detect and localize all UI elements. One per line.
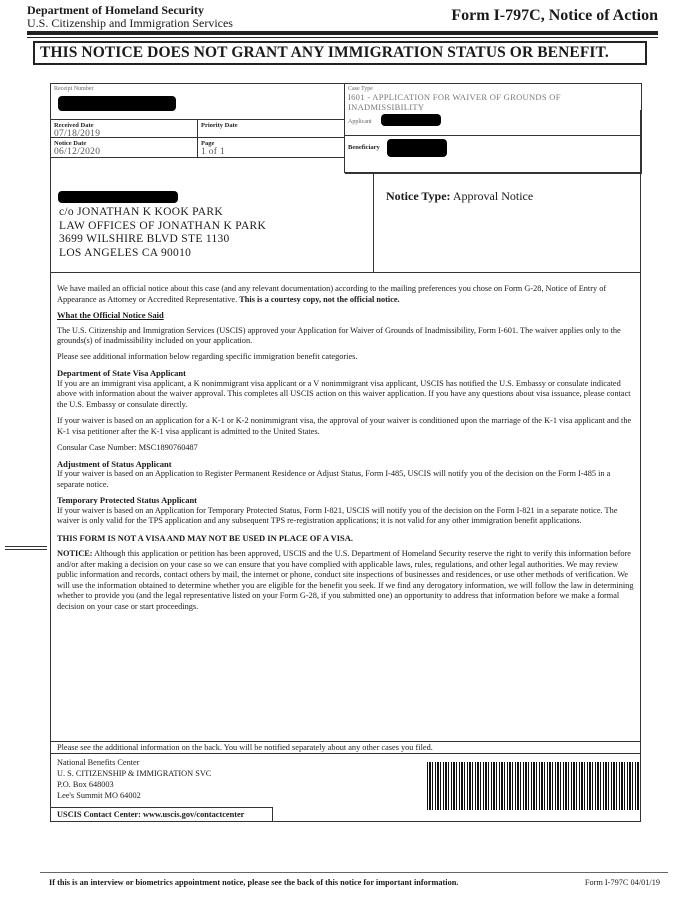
agency-name: Department of Homeland Security	[27, 3, 204, 17]
footer-note: If this is an interview or biometrics appointment notice, please see the back of this notice for important information.	[49, 878, 459, 887]
margin-tick	[5, 546, 47, 547]
address-line3: 3699 WILSHIRE BLVD STE 1130	[59, 233, 230, 245]
notice-date-label: Notice Date	[54, 140, 87, 147]
contact-center: USCIS Contact Center: www.uscis.gov/contactcenter	[57, 810, 245, 819]
dos-paragraph: If you are an immigrant visa applicant, a K nonimmigrant visa applicant or a V nonimmigrant visa applicant, USCIS has notified the U.S. Embassy or consulate indicated above with information about the waiver approval. This completes all USCIS action on this waiver application. If you have any questions about visa issuance, please contact the U.S. Embassy or consulate directly.	[57, 378, 631, 409]
notice-paragraph	[57, 549, 635, 612]
status-banner: THIS NOTICE DOES NOT GRANT ANY IMMIGRATION STATUS OR BENEFIT.	[33, 41, 647, 65]
notice-date-value: 06/12/2020	[54, 147, 101, 157]
barcode	[427, 762, 639, 810]
page-cell	[198, 138, 345, 158]
receipt-number-cell	[51, 84, 345, 120]
dos-heading: Department of State Visa Applicant	[57, 368, 186, 378]
case-type-value: I601 - APPLICATION FOR WAIVER OF GROUNDS OF INADMISSIBILITY	[348, 92, 561, 112]
priority-date-cell	[198, 120, 345, 138]
intro-text: We have mailed an official notice about this case (and any relevant documentation) according to the mailing preferences you chose on Form G-28, Notice of Entry of Appearance as Attorney or Accredited Representative.	[57, 284, 607, 304]
page-value: 1 of 1	[201, 147, 225, 157]
receipt-number-label: Receipt Number	[54, 86, 94, 92]
return-address-line3: P.O. Box 648003	[57, 780, 114, 789]
agency-subname: U.S. Citizenship and Immigration Services	[27, 16, 233, 30]
notice-text: Although this application or petition has been approved, USCIS and the U.S. Department of Homeland Security reserve the right to verify this information before and/or after making a decision on your case so we can ensure that you have complied with applicable laws, rules, regulations, and other legal authorities. We may review public information and records, contact others by mail, the internet or phone, conduct site inspections of businesses and residences, or use other methods of verification. We will use the information obtained to determine whether you are eligible for the benefit you seek. If we find any derogatory information, we will follow the law in determining whether to provide you (and the legal representative listed on your Form G-28, if you submitted one) an opportunity to address that information before we make a formal decision on your case or start proceedings.	[57, 549, 634, 611]
contact-divider	[51, 807, 273, 808]
case-type-label: Case Type	[348, 86, 373, 92]
return-address-line4: Lee's Summit MO 64002	[57, 791, 141, 800]
back-note-box	[50, 741, 641, 754]
address-line2: LAW OFFICES OF JONATHAN K PARK	[59, 219, 267, 232]
intro-bold: This is a courtesy copy, not the official notice.	[239, 294, 400, 304]
notice-label: NOTICE:	[57, 549, 93, 558]
section-heading: What the Official Notice Said	[57, 310, 164, 320]
approval-paragraph: The U.S. Citizenship and Immigration Services (USCIS) approved your Application for Waiver of Grounds of Inadmissibility, Form I-601. The waiver applies only to the grounds(s) of inadmissibility included on your application.	[57, 325, 621, 345]
return-address-line2: U. S. CITIZENSHIP & IMMIGRATION SVC	[57, 769, 212, 778]
beneficiary-label: Beneficiary	[348, 144, 380, 151]
applicant-row-box	[344, 110, 641, 136]
back-note: Please see the additional information on the back. You will be notified separately about any other cases you filed.	[57, 743, 433, 752]
not-visa-warning: THIS FORM IS NOT A VISA AND MAY NOT BE USED IN PLACE OF A VISA.	[57, 532, 354, 543]
received-date-cell	[51, 120, 198, 138]
tps-paragraph: If your waiver is based on an Application for Temporary Protected Status, Form I-821, USCIS will notify you of the decision on the Form I-821 in a separate notice. The waiver is only valid for the TPS application and any subsequent TPS re-registration applications; it is not valid for any other immigration benefit applications.	[57, 505, 618, 525]
notice-type-value: Approval Notice	[452, 189, 534, 203]
address-box	[50, 173, 641, 273]
notice-type-label: Notice Type:	[386, 189, 451, 203]
aos-heading: Adjustment of Status Applicant	[57, 458, 172, 469]
notice-body	[57, 284, 635, 612]
redaction-recipient-name	[58, 191, 178, 203]
mailing-address	[59, 206, 266, 260]
return-address-line1: National Benefits Center	[57, 758, 140, 767]
beneficiary-row-box	[344, 136, 641, 173]
form-title: Form I-797C, Notice of Action	[451, 7, 658, 24]
notice-date-cell	[51, 138, 198, 158]
header-rule-thin	[27, 37, 658, 38]
notice-type	[386, 189, 533, 204]
categories-paragraph: Please see additional information below regarding specific immigration benefit categories.	[57, 351, 358, 361]
priority-date-label: Priority Date	[201, 122, 238, 129]
tps-heading: Temporary Protected Status Applicant	[57, 495, 198, 505]
footer-rule	[40, 872, 668, 873]
address-line1: c/o JONATHAN K KOOK PARK	[59, 206, 223, 218]
header-rule	[27, 31, 658, 35]
k1-paragraph: If your waiver is based on an application for a K-1 or K-2 nonimmigrant visa, the approval of your waiver is conditioned upon the marriage of the K-1 visa applicant and the K-1 visa petitioner after the K-1 visa applicant is admitted to the United States.	[57, 416, 632, 436]
page-label: Page	[201, 140, 215, 147]
return-address	[57, 757, 211, 801]
redaction-applicant	[381, 114, 441, 126]
applicant-label: Applicant	[348, 119, 372, 125]
address-line4: LOS ANGELES CA 90010	[59, 246, 192, 259]
margin-tick	[5, 549, 47, 550]
redaction-beneficiary	[387, 139, 447, 157]
intro-paragraph	[57, 284, 635, 305]
aos-paragraph: If your waiver is based on an Application to Register Permanent Residence or Adjust Status, Form I-485, USCIS will notify you of the decision on the Form I-485 in a separate notice.	[57, 469, 611, 489]
address-divider	[373, 173, 374, 272]
contact-divider-vert	[272, 807, 273, 821]
consular-case-number: Consular Case Number: MSC1890760487	[57, 443, 198, 452]
form-version: Form I-797C 04/01/19	[584, 878, 660, 887]
redaction-receipt	[58, 96, 176, 111]
received-date-label: Received Date	[54, 122, 94, 129]
received-date-value: 07/18/2019	[54, 129, 101, 139]
